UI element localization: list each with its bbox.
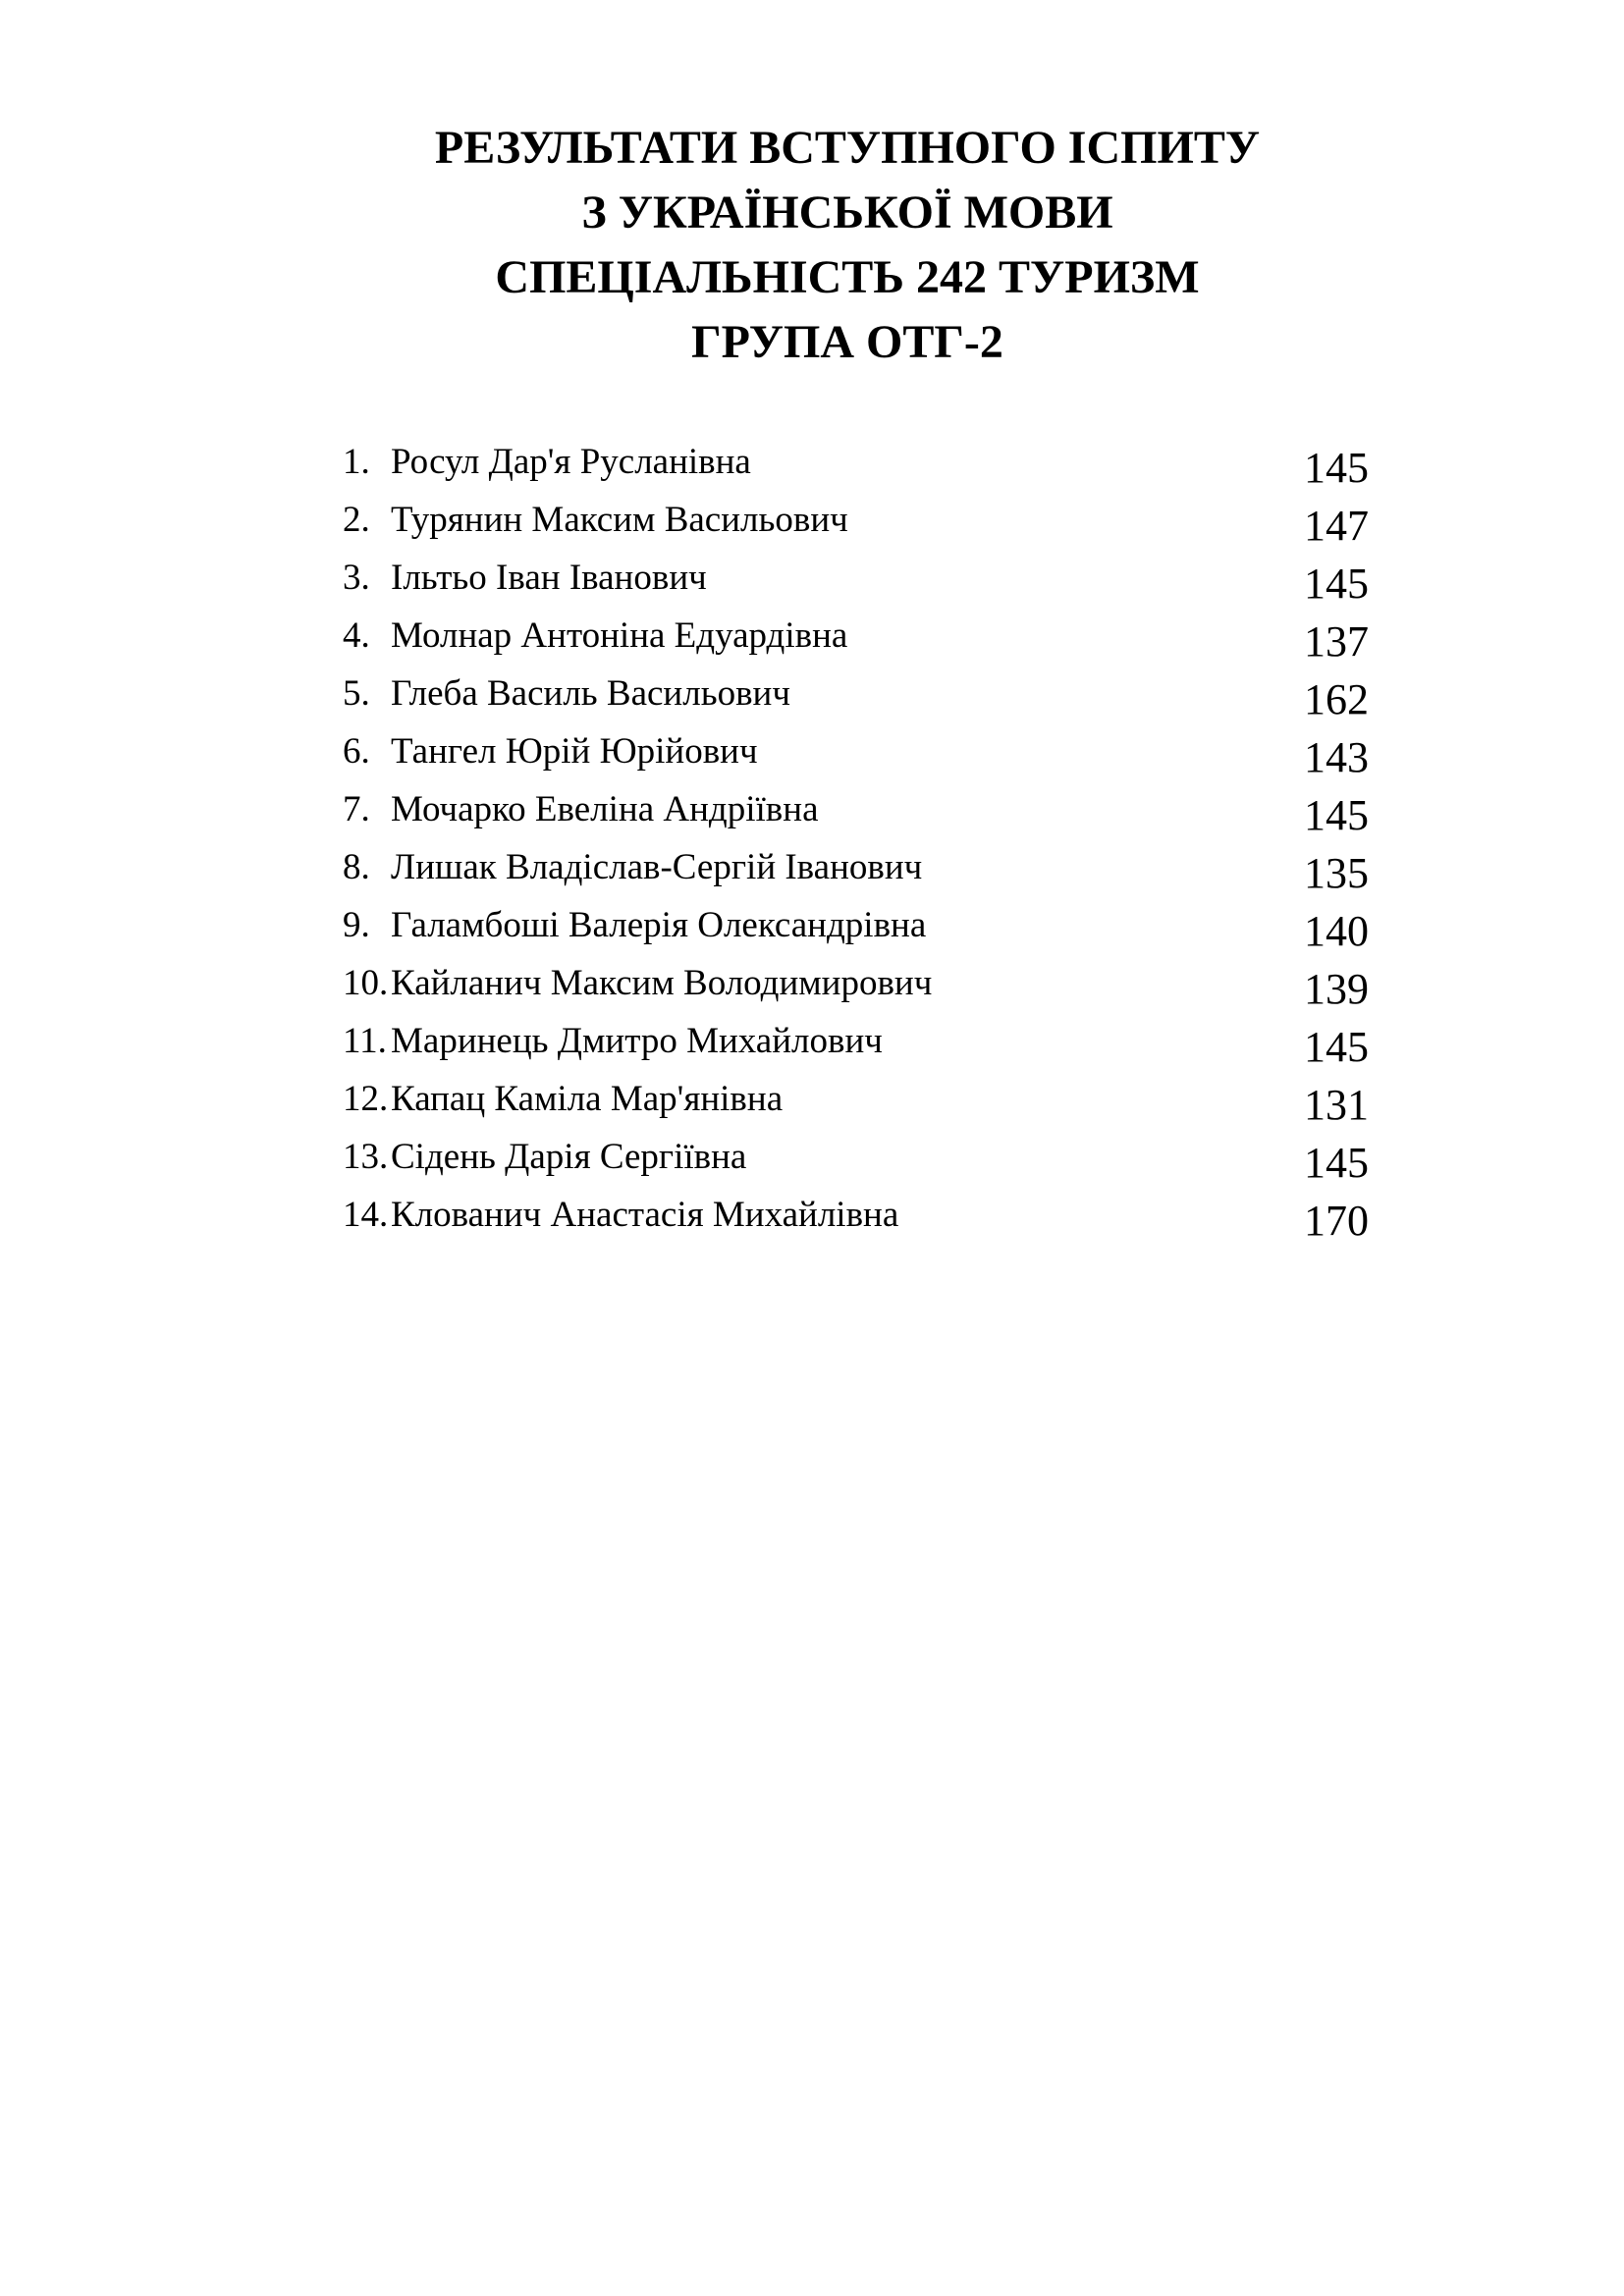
title-line: СПЕЦІАЛЬНІСТЬ 242 ТУРИЗМ — [495, 251, 1200, 303]
result-row — [343, 1132, 1369, 1190]
student-name: Молнар Антоніна Едуардівна — [391, 615, 848, 656]
student-name: Мочарко Евеліна Андріївна — [391, 789, 819, 829]
row-number: 12. — [343, 1079, 389, 1119]
result-row — [343, 437, 1369, 495]
exam-score: 145 — [1304, 791, 1369, 839]
exam-score: 145 — [1304, 560, 1369, 608]
exam-score: 131 — [1304, 1081, 1369, 1129]
exam-score: 162 — [1304, 675, 1369, 723]
student-name: Сідень Дарія Сергіївна — [391, 1137, 747, 1177]
result-row — [343, 726, 1369, 784]
result-row — [343, 900, 1369, 958]
student-name: Капац Каміла Мар'янівна — [391, 1079, 784, 1119]
result-row — [343, 958, 1369, 1016]
exam-score: 170 — [1304, 1197, 1369, 1245]
student-name: Маринець Дмитро Михайлович — [391, 1021, 883, 1061]
result-row — [343, 1016, 1369, 1074]
exam-score: 137 — [1304, 617, 1369, 666]
result-row — [343, 668, 1369, 726]
document-title — [0, 116, 1624, 375]
title-line: РЕЗУЛЬТАТИ ВСТУПНОГО ІСПИТУ — [434, 122, 1261, 174]
row-number: 1. — [343, 442, 370, 482]
student-name: Турянин Максим Васильович — [391, 500, 848, 540]
result-row — [343, 1074, 1369, 1132]
student-name: Кайланич Максим Володимирович — [391, 963, 933, 1003]
title-line: ГРУПА ОТГ-2 — [691, 316, 1003, 368]
row-number: 2. — [343, 500, 370, 540]
row-number: 9. — [343, 905, 370, 945]
row-number: 5. — [343, 673, 370, 714]
result-row — [343, 611, 1369, 668]
row-number: 8. — [343, 847, 370, 887]
result-row — [343, 495, 1369, 553]
student-name: Ільтьо Іван Іванович — [391, 558, 707, 598]
result-row — [343, 1190, 1369, 1248]
exam-score: 135 — [1304, 849, 1369, 897]
student-name: Клованич Анастасія Михайлівна — [391, 1195, 899, 1235]
exam-score: 145 — [1304, 1139, 1369, 1187]
student-name: Галамбоші Валерія Олександрівна — [391, 905, 927, 945]
row-number: 14. — [343, 1195, 389, 1235]
student-name: Тангел Юрій Юрійович — [391, 731, 758, 772]
row-number: 4. — [343, 615, 370, 656]
row-number: 10. — [343, 963, 389, 1003]
exam-score: 145 — [1304, 444, 1369, 492]
student-name: Глеба Василь Васильович — [391, 673, 790, 714]
results-list — [343, 437, 1369, 1248]
row-number: 7. — [343, 789, 370, 829]
row-number: 3. — [343, 558, 370, 598]
row-number: 6. — [343, 731, 370, 772]
exam-score: 139 — [1304, 965, 1369, 1013]
student-name: Росул Дар'я Русланівна — [391, 442, 751, 482]
exam-score: 145 — [1304, 1023, 1369, 1071]
title-line: З УКРАЇНСЬКОЇ МОВИ — [581, 187, 1113, 239]
student-name: Лишак Владіслав-Сергій Іванович — [391, 847, 923, 887]
result-row — [343, 842, 1369, 900]
result-row — [343, 784, 1369, 842]
exam-score: 143 — [1304, 733, 1369, 781]
result-row — [343, 553, 1369, 611]
row-number: 11. — [343, 1021, 387, 1061]
exam-score: 147 — [1304, 502, 1369, 550]
exam-score: 140 — [1304, 907, 1369, 955]
row-number: 13. — [343, 1137, 389, 1177]
